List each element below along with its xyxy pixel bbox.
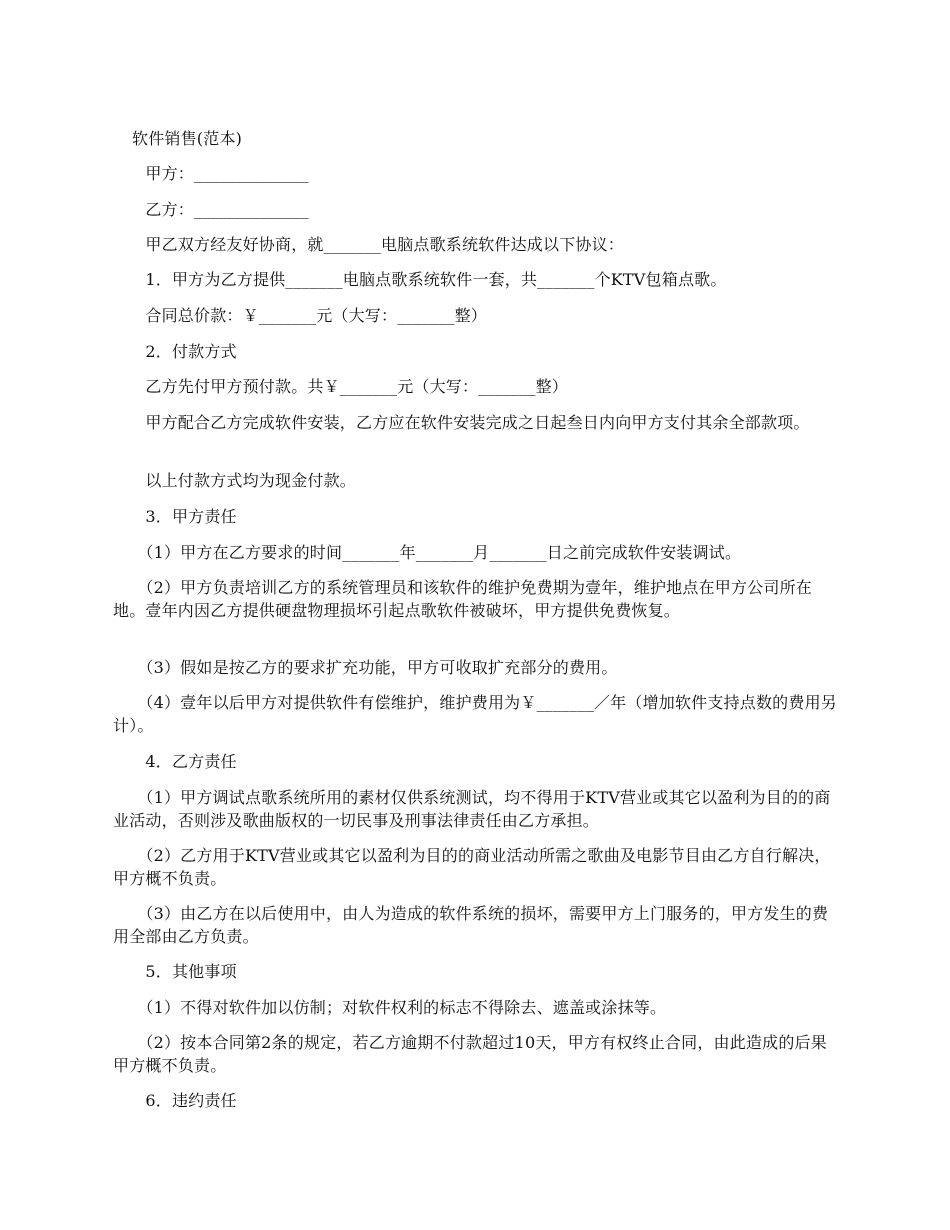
- cash-payment-line: 以上付款方式均为现金付款。: [113, 471, 357, 490]
- clause-3-3: （3）假如是按乙方的要求扩充功能，甲方可收取扩充部分的费用。: [113, 658, 618, 677]
- agreement-intro: 甲乙双方经友好协商，就_______电脑点歌系统软件达成以下协议：: [113, 235, 625, 254]
- clause-3-1: （1）甲方在乙方要求的时间_______年_______月_______日之前完成软件安装调试。: [113, 543, 742, 562]
- section-6-heading: 6．违约责任: [113, 1091, 237, 1110]
- clause-1: 1．甲方为乙方提供_______电脑点歌系统软件一套，共_______个KTV包箱点歌。: [113, 270, 727, 289]
- clause-4-1: （1）甲方调试点歌系统所用的素材仅供系统测试，均不得用于KTV营业或其它以盈利为目的的商业活动，否则涉及歌曲版权的一切民事及刑事法律责任由乙方承担。: [113, 788, 831, 830]
- clause-4-3: （3）由乙方在以后使用中，由人为造成的软件系统的损坏，需要甲方上门服务的，甲方发生的费用全部由乙方负责。: [113, 904, 829, 946]
- clause-3-4: （4）壹年以后甲方对提供软件有偿维护，维护费用为￥_______／年（增加软件支持点数的费用另计）。: [113, 693, 837, 735]
- clause-3-2: （2）甲方负责培训乙方的系统管理员和该软件的维护免费期为壹年，维护地点在甲方公司所在地。壹年内因乙方提供硬盘物理损坏引起点歌软件被破坏，甲方提供免费恢复。: [113, 578, 812, 620]
- remaining-payment-paragraph: 甲方配合乙方完成软件安装，乙方应在软件安装完成之日起叁日内向甲方支付其余全部款项。: [113, 413, 810, 432]
- clause-4-2: （2）乙方用于KTV营业或其它以盈利为目的的商业活动所需之歌曲及电影节目由乙方自行解决，甲方概不负责。: [113, 846, 831, 888]
- section-3-heading: 3．甲方责任: [113, 507, 237, 526]
- section-2-heading: 2．付款方式: [113, 342, 237, 361]
- clause-5-1: （1）不得对软件加以仿制；对软件权利的标志不得除去、遮盖或涂抹等。: [113, 998, 667, 1017]
- clause-5-2: （2）按本合同第2条的规定，若乙方逾期不付款超过10天，甲方有权终止合同，由此造成的后果甲方概不负责。: [113, 1033, 827, 1075]
- section-5-heading: 5．其他事项: [113, 962, 237, 981]
- prepayment-line: 乙方先付甲方预付款。共￥_______元（大写：_______整）: [113, 377, 569, 396]
- section-4-heading: 4．乙方责任: [113, 752, 237, 771]
- document-title: 软件销售(范本): [132, 129, 243, 148]
- party-b-line: 乙方：______________: [113, 200, 309, 219]
- party-a-line: 甲方：______________: [113, 164, 309, 183]
- total-price-line: 合同总价款：￥_______元（大写：_______整）: [113, 306, 488, 325]
